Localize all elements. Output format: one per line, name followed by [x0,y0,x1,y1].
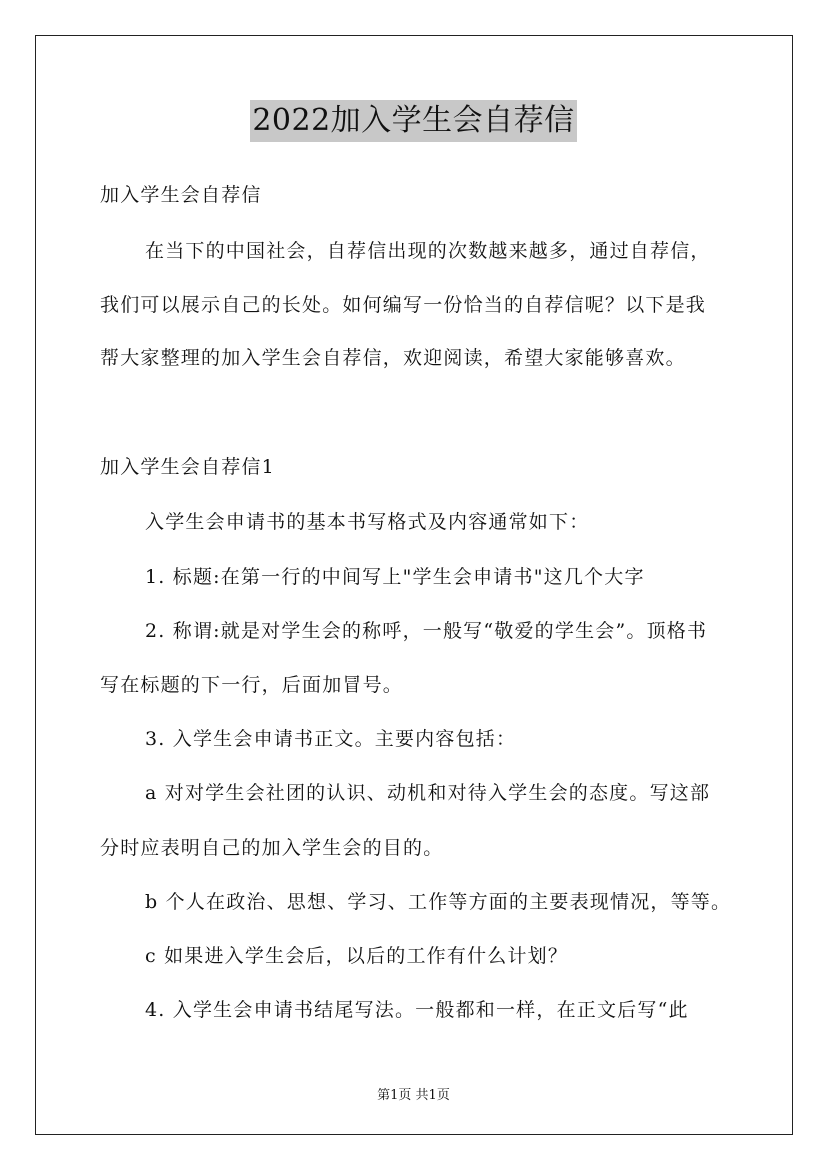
list-item-line: 3. 入学生会申请书正文。主要内容包括： [145,728,517,750]
paragraph-line: 分时应表明自己的加入学生会的目的。 [100,837,444,859]
section-heading: 加入学生会自荐信1 [100,456,275,478]
list-item-line: 2. 称谓:就是对学生会的称呼，一般写“敬爱的学生会”。顶格书 [145,620,708,642]
paragraph-line: 入学生会申请书的基本书写格式及内容通常如下： [145,511,590,533]
document-title-container [0,100,827,142]
paragraph-line: 帮大家整理的加入学生会自荐信，欢迎阅读，希望大家能够喜欢。 [100,347,686,369]
page-footer: 第1页 共1页 [377,1088,450,1103]
list-item-line: b 个人在政治、思想、学习、工作等方面的主要表现情况，等等。 [145,891,732,913]
subtitle-line: 加入学生会自荐信 [100,184,262,206]
paragraph-line: 写在标题的下一行，后面加冒号。 [100,674,404,696]
document-title: 2022加入学生会自荐信 [250,100,576,142]
paragraph-line: 我们可以展示自己的长处。如何编写一份恰当的自荐信呢？以下是我 [100,294,707,316]
list-item-line: 1. 标题:在第一行的中间写上"学生会申请书"这几个大字 [145,566,645,588]
list-item-line: c 如果进入学生会后，以后的工作有什么计划？ [145,945,569,967]
paragraph-line: 在当下的中国社会，自荐信出现的次数越来越多，通过自荐信， [145,240,711,262]
list-item-line: a 对对学生会社团的认识、动机和对待入学生会的态度。写这部 [145,782,711,804]
list-item-line: 4. 入学生会申请书结尾写法。一般都和一样，在正文后写“此 [145,999,689,1021]
